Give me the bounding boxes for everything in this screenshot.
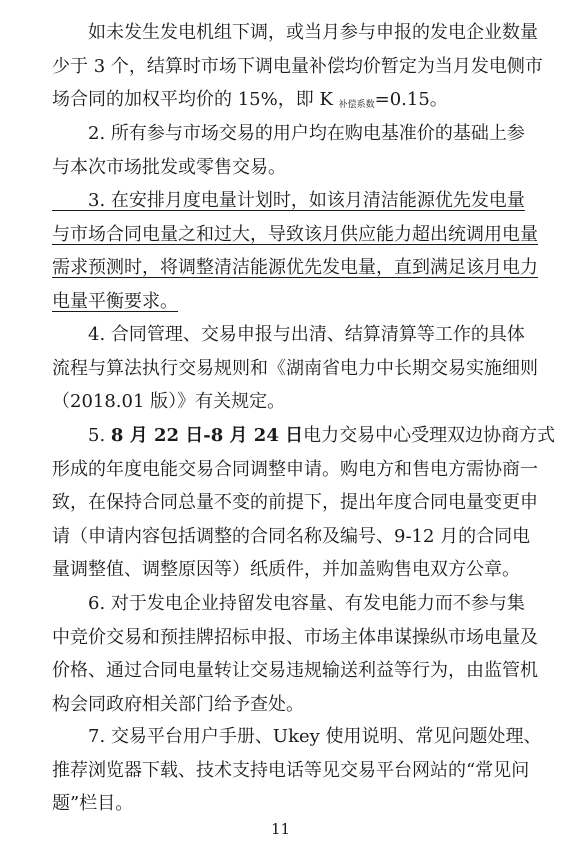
text-line: 价格、通过合同电量转让交易违规输送利益等行为，由监管机 (52, 660, 538, 681)
text-line: 4. 合同管理、交易申报与出清、结算清算等工作的具体 (52, 324, 525, 345)
paragraph-item-7 (52, 720, 542, 821)
underlined-text: 与市场合同电量之和过大，导致该月供应能力超出统调用电量 (52, 223, 538, 245)
paragraph-item-4 (52, 318, 538, 419)
text-line: 致，在保持合同总量不变的前提下，提出年度合同电量变更申 (52, 492, 538, 513)
text-line: 构会同政府相关部门给予查处。 (52, 693, 304, 715)
text-line: 请（申请内容包括调整的合同名称及编号、9-12 月的合同电 (52, 525, 531, 547)
text-line: 形成的年度电能交易合同调整申请。购电方和售电方需协商一 (52, 458, 538, 480)
text-segment: 5. (52, 425, 111, 446)
page-number: 11 (270, 820, 291, 838)
text-line: 题”栏目。 (52, 793, 134, 814)
underlined-text: 需求预测时，将调整清洁能源优先发电量，直到满足该月电力 (52, 257, 538, 278)
text-segment: 电力交易中心受理双边协商方式 (303, 425, 556, 446)
paragraph-item-6 (52, 587, 538, 721)
paragraph-item-3-underlined (52, 184, 538, 318)
underlined-text: 3. 在安排月度电量计划时，如该月清洁能源优先发电量 (52, 190, 525, 211)
paragraph-intro-continuation (52, 16, 543, 123)
text-line: 6. 对于发电企业持留发电容量、有发电能力而不参与集 (52, 593, 525, 614)
text-line (52, 419, 556, 453)
text-segment: =0.15。 (374, 89, 448, 110)
paragraph-item-5 (52, 419, 556, 587)
text-line: 7. 交易平台用户手册、Ukey 使用说明、常见问题处理、 (52, 726, 542, 747)
text-line: 推荐浏览器下载、技术支持电话等见交易平台网站的“常见问 (52, 759, 530, 781)
text-line: 2. 所有参与市场交易的用户均在购电基准价的基础上参 (52, 123, 525, 144)
text-line (52, 285, 524, 319)
subscript-label: 补偿系数 (338, 100, 375, 110)
text-line: 中竞价交易和预挂牌招标申报、市场主体串谋操纵市场电量及 (52, 626, 538, 648)
text-line (52, 218, 538, 252)
bold-date-range: 8 月 22 日-8 月 24 日 (110, 425, 304, 446)
text-line: 量调整值、调整原因等）纸质件，并加盖购售电双方公章。 (52, 559, 520, 580)
underlined-text: 电量平衡要求。 (52, 290, 178, 312)
text-line: 少于 3 个，结算时市场下调电量补偿均价暂定为当月发电侧市 (52, 55, 543, 77)
text-line (52, 184, 524, 218)
text-line (52, 251, 538, 285)
text-line: （2018.01 版）》有关规定。 (52, 391, 286, 412)
paragraph-item-2 (52, 117, 524, 184)
text-line: 如未发生发电机组下调，或当月参与申报的发电企业数量 (52, 22, 538, 43)
text-segment: 场合同的加权平均价的 15%，即 K (52, 89, 339, 110)
text-line: 流程与算法执行交易规则和《湖南省电力中长期交易实施细则 (52, 357, 538, 379)
text-line: 与本次市场批发或零售交易。 (52, 156, 286, 178)
